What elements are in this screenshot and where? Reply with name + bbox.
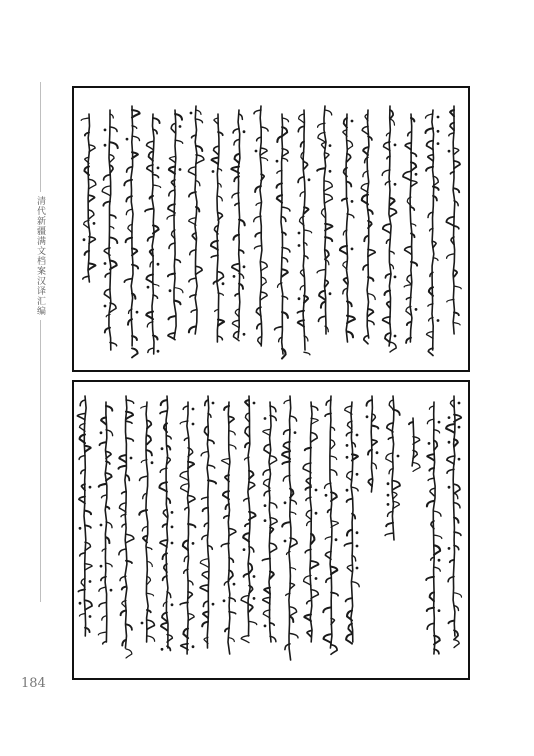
bottom-script-column	[383, 382, 403, 678]
top-script-column	[315, 88, 335, 370]
top-script-column	[79, 88, 99, 370]
manuscript-panel-top	[72, 86, 470, 372]
top-script-column	[251, 88, 271, 370]
bottom-script-column	[198, 382, 218, 678]
bottom-script-column	[178, 382, 198, 678]
bottom-script-column	[403, 382, 423, 678]
top-script-column	[122, 88, 142, 370]
top-script-column	[337, 88, 357, 370]
bottom-script-column	[239, 382, 259, 678]
top-script-column	[165, 88, 185, 370]
top-script-column	[423, 88, 443, 370]
bottom-script-column	[362, 382, 382, 678]
top-script-column	[208, 88, 228, 370]
page-number: 184	[21, 676, 46, 691]
bottom-script-column	[424, 382, 444, 678]
top-script-column	[100, 88, 120, 370]
margin-rule	[40, 82, 41, 602]
bottom-script-column	[157, 382, 177, 678]
top-script-column	[294, 88, 314, 370]
top-script-column	[186, 88, 206, 370]
top-script-column	[444, 88, 464, 370]
top-script-column	[143, 88, 163, 370]
bottom-script-column	[219, 382, 239, 678]
top-script-column	[401, 88, 421, 370]
bottom-script-column	[96, 382, 116, 678]
top-script-column	[272, 88, 292, 370]
manuscript-panel-bottom	[72, 380, 470, 680]
bottom-script-column	[260, 382, 280, 678]
top-script-column	[229, 88, 249, 370]
bottom-script-column	[280, 382, 300, 678]
bottom-script-column	[342, 382, 362, 678]
bottom-script-column	[137, 382, 157, 678]
top-script-column	[358, 88, 378, 370]
book-title: 清代新疆满文档案汉译汇编	[34, 192, 46, 320]
bottom-script-column	[301, 382, 321, 678]
bottom-script-column	[75, 382, 95, 678]
bottom-script-column	[444, 382, 464, 678]
top-script-column	[380, 88, 400, 370]
bottom-script-column	[321, 382, 341, 678]
bottom-script-column	[116, 382, 136, 678]
